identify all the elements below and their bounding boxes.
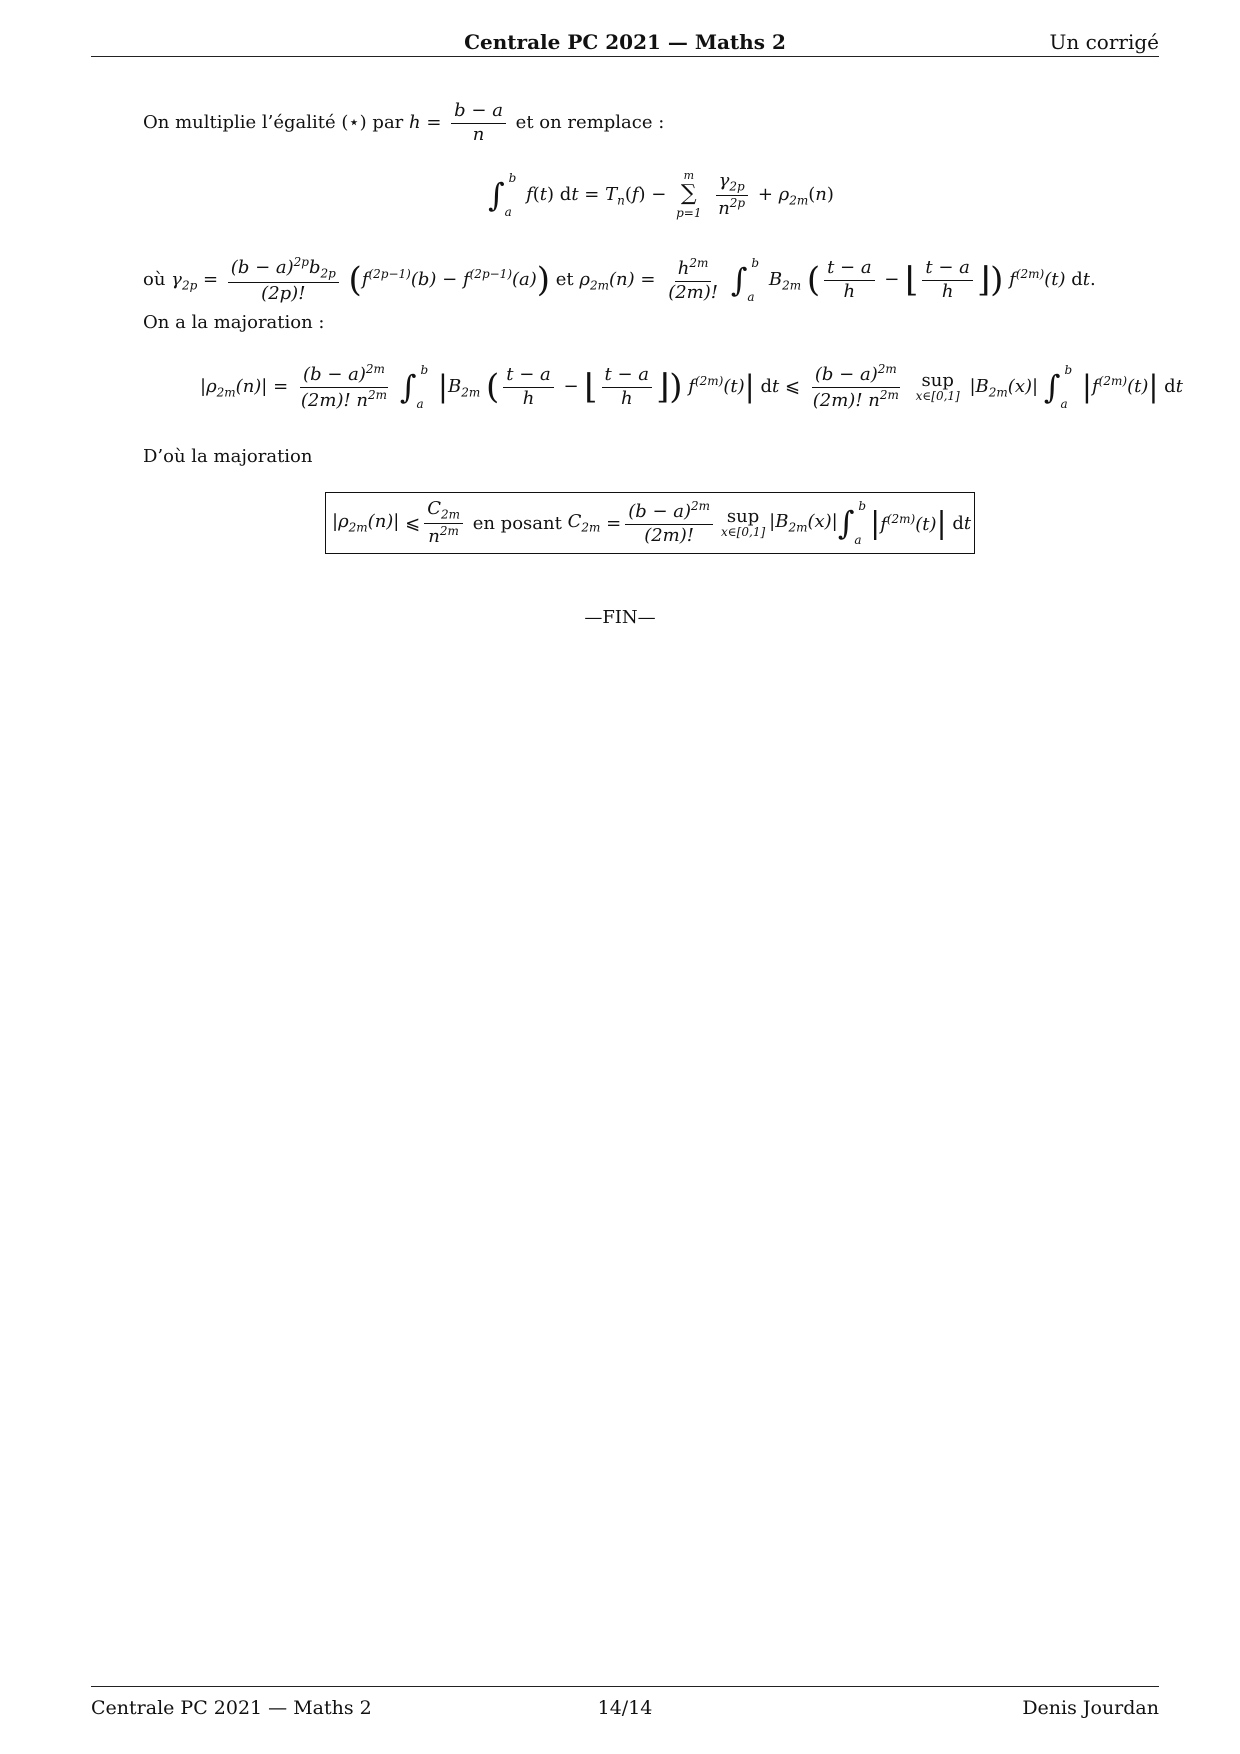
intro-suffix: et on remplace : <box>515 112 665 133</box>
formula-h: h <box>409 112 421 133</box>
header-title: Centrale PC 2021 — Maths 2 <box>464 30 786 54</box>
footer-left: Centrale PC 2021 — Maths 2 <box>91 1697 372 1719</box>
footer-page-number: 14/14 <box>597 1697 653 1719</box>
intro-line: On multiplie l’égalité (⋆) par h = $\frac{b - a}{n}$ et on remplace : <box>143 100 665 145</box>
en-posant: en posant <box>472 512 562 534</box>
footer-author: Denis Jourdan <box>1022 1697 1159 1719</box>
fin-mark: —FIN— <box>584 607 656 628</box>
page-footer <box>91 1686 1159 1721</box>
majoration-intro: On a la majoration : <box>143 312 325 333</box>
hence-line: D’où la majoration <box>143 446 313 467</box>
definitions-line: où $\gamma_{2p}$ = $\frac{(b - a)^{2p}b_{2p}}{(2p)!}$ $(f^{(2p-1)}(b) - f^{(2p-1)}(a))$ et $\rho_{2m}(n)$ = $\frac{h^{2m}}{(2m)!}$ ∫ b a $B_{2m}$ ( $\frac{t - a}{h}$ − ⌊ $\frac{t - a}{h}$ ⌋) $f^{(2m)}(t)$ dt. <box>143 255 1096 305</box>
equation-trapezoid: ∫ b a f(t) dt = $T_n(f)$ − m ∑ p=1 $\frac{\gamma_{2p}}{n^{2p}}$ + $\rho_{2m}(n)$ <box>488 169 834 220</box>
intro-prefix: On multiplie l’égalité (⋆) par <box>143 112 404 133</box>
page-header <box>91 30 1159 57</box>
fraction-h: $\frac{b - a}{n}$ <box>451 100 506 146</box>
header-right: Un corrigé <box>1049 30 1159 54</box>
equation-majoration: $|\rho_{2m}(n)|$ = $\frac{(b - a)^{2m}}{(2m)! n^{2m}}$ ∫ b a $|B_{2m}$ ( $\frac{t - a}{h}$ − ⌊ $\frac{t - a}{h}$ ⌋) $f^{(2m)}(t)|$ dt ⩽ $\frac{(b - a)^{2m}}{(2m)! n^{2m}}$ sup x∈[0,1] $|B_{2m}(x)|$ ∫ b a $|f^{(2m)}(t)|$ dt <box>200 362 1183 411</box>
where-prefix: où <box>143 269 166 291</box>
boxed-result: $|\rho_{2m}(n)|$ ⩽ $\frac{C_{2m}}{n^{2m}}$ en posant $C_{2m}$ = $\frac{(b - a)^{2m}}{(2m)!}$ sup x∈[0,1] $|B_{2m}(x)|$ ∫ b a | $f^{(2m)}(t)$ | d t <box>325 492 975 554</box>
and-word: et <box>555 269 574 291</box>
